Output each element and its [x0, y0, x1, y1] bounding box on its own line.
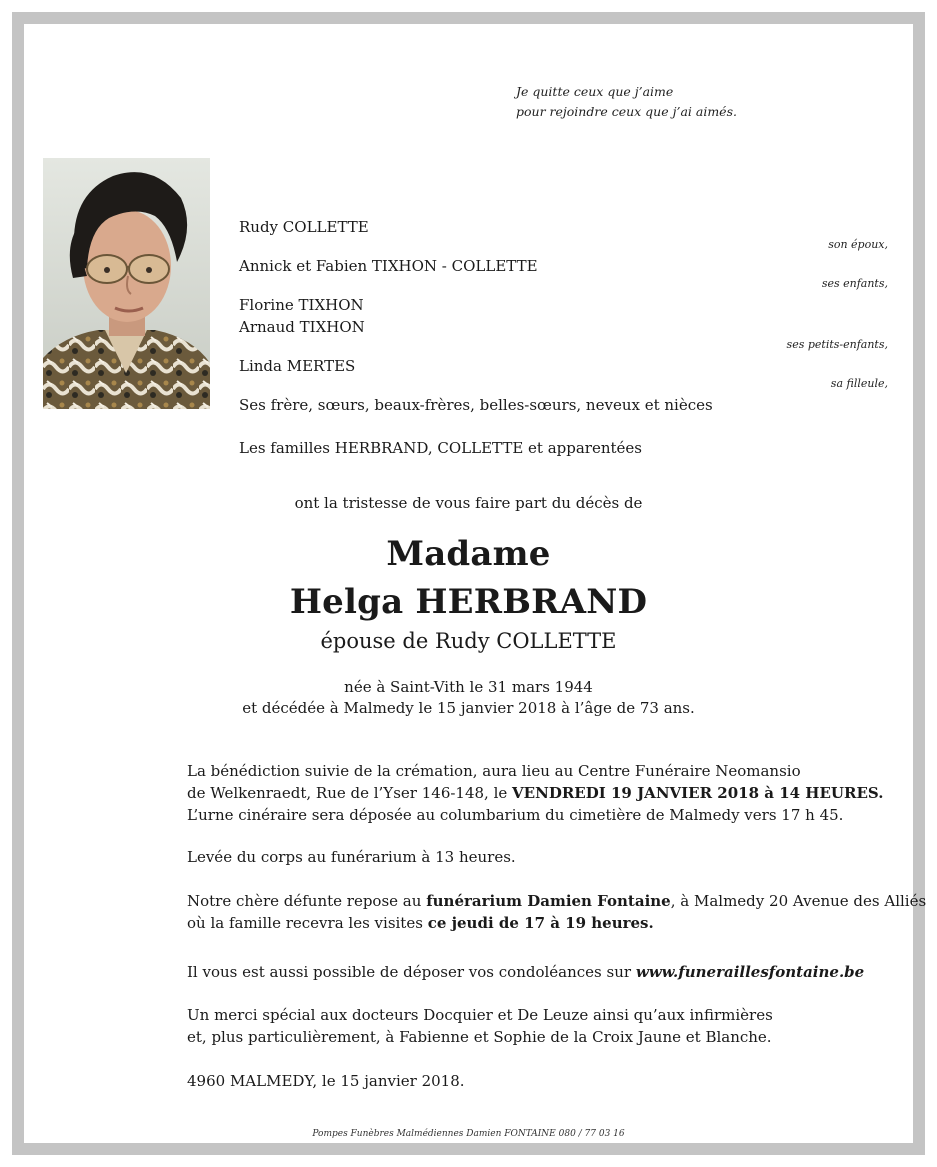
visit-address: , à Malmedy 20 Avenue des Alliés [670, 892, 927, 910]
family-entry-siblings [239, 394, 713, 416]
family-role: ses petits-enfants, [786, 338, 888, 351]
visit-text: Notre chère défunte repose au [187, 892, 427, 910]
family-name: Ses frère, sœurs, beaux-frères, belles-sœurs, neveux et nièces [239, 396, 713, 414]
family-name: Arnaud TIXHON [239, 318, 365, 336]
family-role: ses enfants, [821, 277, 888, 290]
family-name: Annick et Fabien TIXHON - COLLETTE [239, 257, 538, 275]
epitaph [516, 82, 737, 122]
portrait-photo [43, 158, 210, 409]
epitaph-line-2: pour rejoindre ceux que j’ai aimés. [516, 104, 737, 119]
visit-hours: ce jeudi de 17 à 19 heures. [427, 914, 654, 932]
family-entry-grandchildren [239, 294, 365, 338]
thanks-line-1: Un merci spécial aux docteurs Docquier et De Leuze ainsi qu’aux infirmières [187, 1006, 773, 1024]
family-role: sa filleule, [830, 377, 888, 390]
condolences-link[interactable]: www.funeraillesfontaine.be [635, 963, 865, 981]
family-entry-families [239, 437, 642, 459]
birth-line: née à Saint-Vith le 31 mars 1944 [344, 678, 593, 696]
deceased-title: Madame [386, 534, 551, 574]
family-name: Rudy COLLETTE [239, 218, 369, 236]
family-entry-spouse [239, 216, 369, 238]
thanks-block [187, 1004, 773, 1048]
portrait-illustration [43, 158, 210, 409]
epitaph-line-1: Je quitte ceux que j’aime [516, 84, 674, 99]
ceremony-line-3: L’urne cinéraire sera déposée au columbarium du cimetière de Malmedy vers 17 h 45. [187, 806, 844, 824]
deceased-name: Helga HERBRAND [289, 582, 648, 622]
visit-text: où la famille recevra les visites [187, 914, 428, 932]
levee-line: Levée du corps au funérarium à 13 heures. [187, 848, 516, 866]
ceremony-line-1: La bénédiction suivie de la crémation, aura lieu au Centre Funéraire Neomansio [187, 762, 801, 780]
ceremony-block [187, 760, 883, 826]
footer-credit: Pompes Funèbres Malmédiennes Damien FONTAINE 080 / 77 03 16 [312, 1129, 625, 1139]
visit-line-2 [187, 912, 926, 934]
thanks-line-2: et, plus particulièrement, à Fabienne et Sophie de la Croix Jaune et Blanche. [187, 1028, 772, 1046]
funerarium-name: funérarium Damien Fontaine [426, 892, 671, 910]
ceremony-datetime: VENDREDI 19 JANVIER 2018 à 14 HEURES. [512, 784, 884, 802]
family-entry-children [239, 255, 538, 277]
family-name: Linda MERTES [239, 357, 356, 375]
family-entry-goddaughter [239, 355, 355, 377]
ceremony-location: de Welkenraedt, Rue de l’Yser 146-148, le [187, 784, 513, 802]
visit-line-1 [187, 890, 926, 912]
family-name: Florine TIXHON [239, 296, 364, 314]
condolences-line [187, 961, 864, 983]
family-name: Les familles HERBRAND, COLLETTE et apparentées [239, 439, 642, 457]
announcement: ont la tristesse de vous faire part du décès de [294, 494, 643, 512]
death-line: et décédée à Malmedy le 15 janvier 2018 à l’âge de 73 ans. [242, 699, 695, 717]
family-role: son époux, [828, 238, 888, 251]
condolences-text: Il vous est aussi possible de déposer vos condoléances sur [187, 963, 636, 981]
visit-block [187, 890, 926, 934]
place-date: 4960 MALMEDY, le 15 janvier 2018. [187, 1072, 465, 1090]
ceremony-line-2 [187, 782, 883, 804]
deceased-spouse: épouse de Rudy COLLETTE [320, 629, 617, 653]
